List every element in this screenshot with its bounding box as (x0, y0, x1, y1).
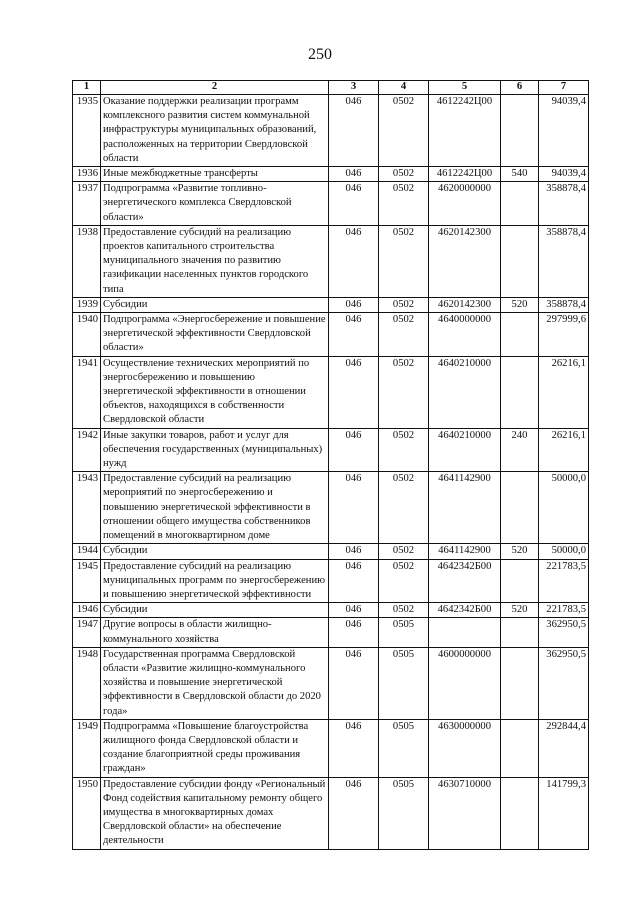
section-code: 0502 (379, 182, 429, 226)
expense-type-code: 540 (501, 167, 539, 182)
section-code: 0502 (379, 225, 429, 297)
amount: 297999,6 (539, 313, 589, 357)
table-body (73, 95, 589, 850)
ministry-code: 046 (329, 544, 379, 559)
table-row (73, 544, 589, 559)
expense-type-code: 520 (501, 544, 539, 559)
section-code: 0502 (379, 95, 429, 167)
amount: 221783,5 (539, 559, 589, 603)
row-name: Подпрограмма «Энергосбережение и повышение энергетической эффективности Свердловской области» (101, 313, 329, 357)
row-name: Субсидии (101, 297, 329, 312)
target-article-code: 4641142900 (429, 472, 501, 544)
row-number: 1942 (73, 428, 101, 472)
target-article-code: 4630710000 (429, 777, 501, 849)
row-name: Субсидии (101, 544, 329, 559)
table-row (73, 167, 589, 182)
row-number: 1941 (73, 356, 101, 428)
section-code: 0505 (379, 647, 429, 719)
table-row (73, 95, 589, 167)
target-article-code: 4641142900 (429, 544, 501, 559)
table-row (73, 356, 589, 428)
ministry-code: 046 (329, 428, 379, 472)
row-number: 1943 (73, 472, 101, 544)
target-article-code: 4620000000 (429, 182, 501, 226)
expense-type-code (501, 472, 539, 544)
target-article-code: 4642342Б00 (429, 603, 501, 618)
expense-type-code: 520 (501, 297, 539, 312)
table-row (73, 559, 589, 603)
target-article-code: 4600000000 (429, 647, 501, 719)
row-name: Иные межбюджетные трансферты (101, 167, 329, 182)
row-name: Субсидии (101, 603, 329, 618)
row-number: 1935 (73, 95, 101, 167)
table-row (73, 313, 589, 357)
amount: 292844,4 (539, 719, 589, 777)
expense-type-code (501, 559, 539, 603)
column-header: 7 (539, 81, 589, 95)
amount: 26216,1 (539, 356, 589, 428)
ministry-code: 046 (329, 182, 379, 226)
table-header-row (73, 81, 589, 95)
ministry-code: 046 (329, 719, 379, 777)
ministry-code: 046 (329, 647, 379, 719)
section-code: 0505 (379, 719, 429, 777)
expense-type-code (501, 618, 539, 647)
column-header: 6 (501, 81, 539, 95)
expense-type-code: 520 (501, 603, 539, 618)
column-header: 5 (429, 81, 501, 95)
amount: 26216,1 (539, 428, 589, 472)
table-row (73, 719, 589, 777)
section-code: 0502 (379, 603, 429, 618)
amount: 94039,4 (539, 167, 589, 182)
target-article-code: 4640000000 (429, 313, 501, 357)
table-row (73, 777, 589, 849)
amount: 50000,0 (539, 544, 589, 559)
expense-type-code: 240 (501, 428, 539, 472)
row-number: 1950 (73, 777, 101, 849)
row-number: 1936 (73, 167, 101, 182)
row-name: Оказание поддержки реализации программ комплексного развития систем коммунальной инфраструктуры муниципальных образований, расположенных на территории Свердловской области (101, 95, 329, 167)
expense-type-code (501, 719, 539, 777)
table-row (73, 647, 589, 719)
amount: 221783,5 (539, 603, 589, 618)
section-code: 0502 (379, 356, 429, 428)
table-row (73, 618, 589, 647)
expense-type-code (501, 225, 539, 297)
section-code: 0502 (379, 559, 429, 603)
row-name: Подпрограмма «Развитие топливно-энергетического комплекса Свердловской области» (101, 182, 329, 226)
expense-type-code (501, 356, 539, 428)
row-name: Предоставление субсидий на реализацию муниципальных программ по энергосбережению и повышению энергетической эффективности (101, 559, 329, 603)
target-article-code: 4642342Б00 (429, 559, 501, 603)
amount: 362950,5 (539, 618, 589, 647)
table-row (73, 225, 589, 297)
amount: 358878,4 (539, 225, 589, 297)
target-article-code (429, 618, 501, 647)
amount: 141799,3 (539, 777, 589, 849)
row-number: 1944 (73, 544, 101, 559)
amount: 358878,4 (539, 297, 589, 312)
column-header: 2 (101, 81, 329, 95)
amount: 362950,5 (539, 647, 589, 719)
ministry-code: 046 (329, 472, 379, 544)
table-row (73, 297, 589, 312)
amount: 358878,4 (539, 182, 589, 226)
table-row (73, 603, 589, 618)
ministry-code: 046 (329, 559, 379, 603)
target-article-code: 4612242Ц00 (429, 167, 501, 182)
row-name: Другие вопросы в области жилищно-коммунального хозяйства (101, 618, 329, 647)
row-name: Предоставление субсидий на реализацию мероприятий по энергосбережению и повышению энергетической эффективности в отношении общего имущества собственников помещений в многоквартирном доме (101, 472, 329, 544)
row-name: Государственная программа Свердловской области «Развитие жилищно-коммунального хозяйства и повышение энергетической эффективности в Свердловской области до 2020 года» (101, 647, 329, 719)
row-number: 1937 (73, 182, 101, 226)
row-name: Предоставление субсидии фонду «Региональный Фонд содействия капитальному ремонту общего имущества в многоквартирных домах Свердловской области» на обеспечение деятельности (101, 777, 329, 849)
budget-table (72, 80, 589, 850)
section-code: 0502 (379, 428, 429, 472)
row-number: 1948 (73, 647, 101, 719)
target-article-code: 4612242Ц00 (429, 95, 501, 167)
target-article-code: 4620142300 (429, 225, 501, 297)
expense-type-code (501, 95, 539, 167)
table-row (73, 182, 589, 226)
row-number: 1946 (73, 603, 101, 618)
row-number: 1947 (73, 618, 101, 647)
table-row (73, 472, 589, 544)
amount: 50000,0 (539, 472, 589, 544)
ministry-code: 046 (329, 603, 379, 618)
column-header: 1 (73, 81, 101, 95)
row-number: 1938 (73, 225, 101, 297)
amount: 94039,4 (539, 95, 589, 167)
expense-type-code (501, 647, 539, 719)
row-name: Предоставление субсидий на реализацию проектов капитального строительства муниципального значения по развитию газификации населенных пунктов городского типа (101, 225, 329, 297)
ministry-code: 046 (329, 297, 379, 312)
section-code: 0505 (379, 777, 429, 849)
ministry-code: 046 (329, 167, 379, 182)
column-header: 3 (329, 81, 379, 95)
table-row (73, 428, 589, 472)
row-number: 1945 (73, 559, 101, 603)
section-code: 0505 (379, 618, 429, 647)
expense-type-code (501, 182, 539, 226)
column-header: 4 (379, 81, 429, 95)
target-article-code: 4630000000 (429, 719, 501, 777)
row-name: Иные закупки товаров, работ и услуг для обеспечения государственных (муниципальных) нужд (101, 428, 329, 472)
ministry-code: 046 (329, 313, 379, 357)
row-number: 1940 (73, 313, 101, 357)
target-article-code: 4640210000 (429, 428, 501, 472)
ministry-code: 046 (329, 225, 379, 297)
section-code: 0502 (379, 297, 429, 312)
page-number: 250 (308, 46, 332, 63)
expense-type-code (501, 313, 539, 357)
section-code: 0502 (379, 167, 429, 182)
target-article-code: 4640210000 (429, 356, 501, 428)
section-code: 0502 (379, 313, 429, 357)
ministry-code: 046 (329, 95, 379, 167)
row-name: Подпрограмма «Повышение благоустройства жилищного фонда Свердловской области и создание благоприятной среды проживания граждан» (101, 719, 329, 777)
row-number: 1939 (73, 297, 101, 312)
row-number: 1949 (73, 719, 101, 777)
expense-type-code (501, 777, 539, 849)
ministry-code: 046 (329, 777, 379, 849)
section-code: 0502 (379, 472, 429, 544)
row-name: Осуществление технических мероприятий по энергосбережению и повышению энергетической эффективности в отношении объектов, находящихся в собственности Свердловской области (101, 356, 329, 428)
ministry-code: 046 (329, 356, 379, 428)
section-code: 0502 (379, 544, 429, 559)
ministry-code: 046 (329, 618, 379, 647)
target-article-code: 4620142300 (429, 297, 501, 312)
